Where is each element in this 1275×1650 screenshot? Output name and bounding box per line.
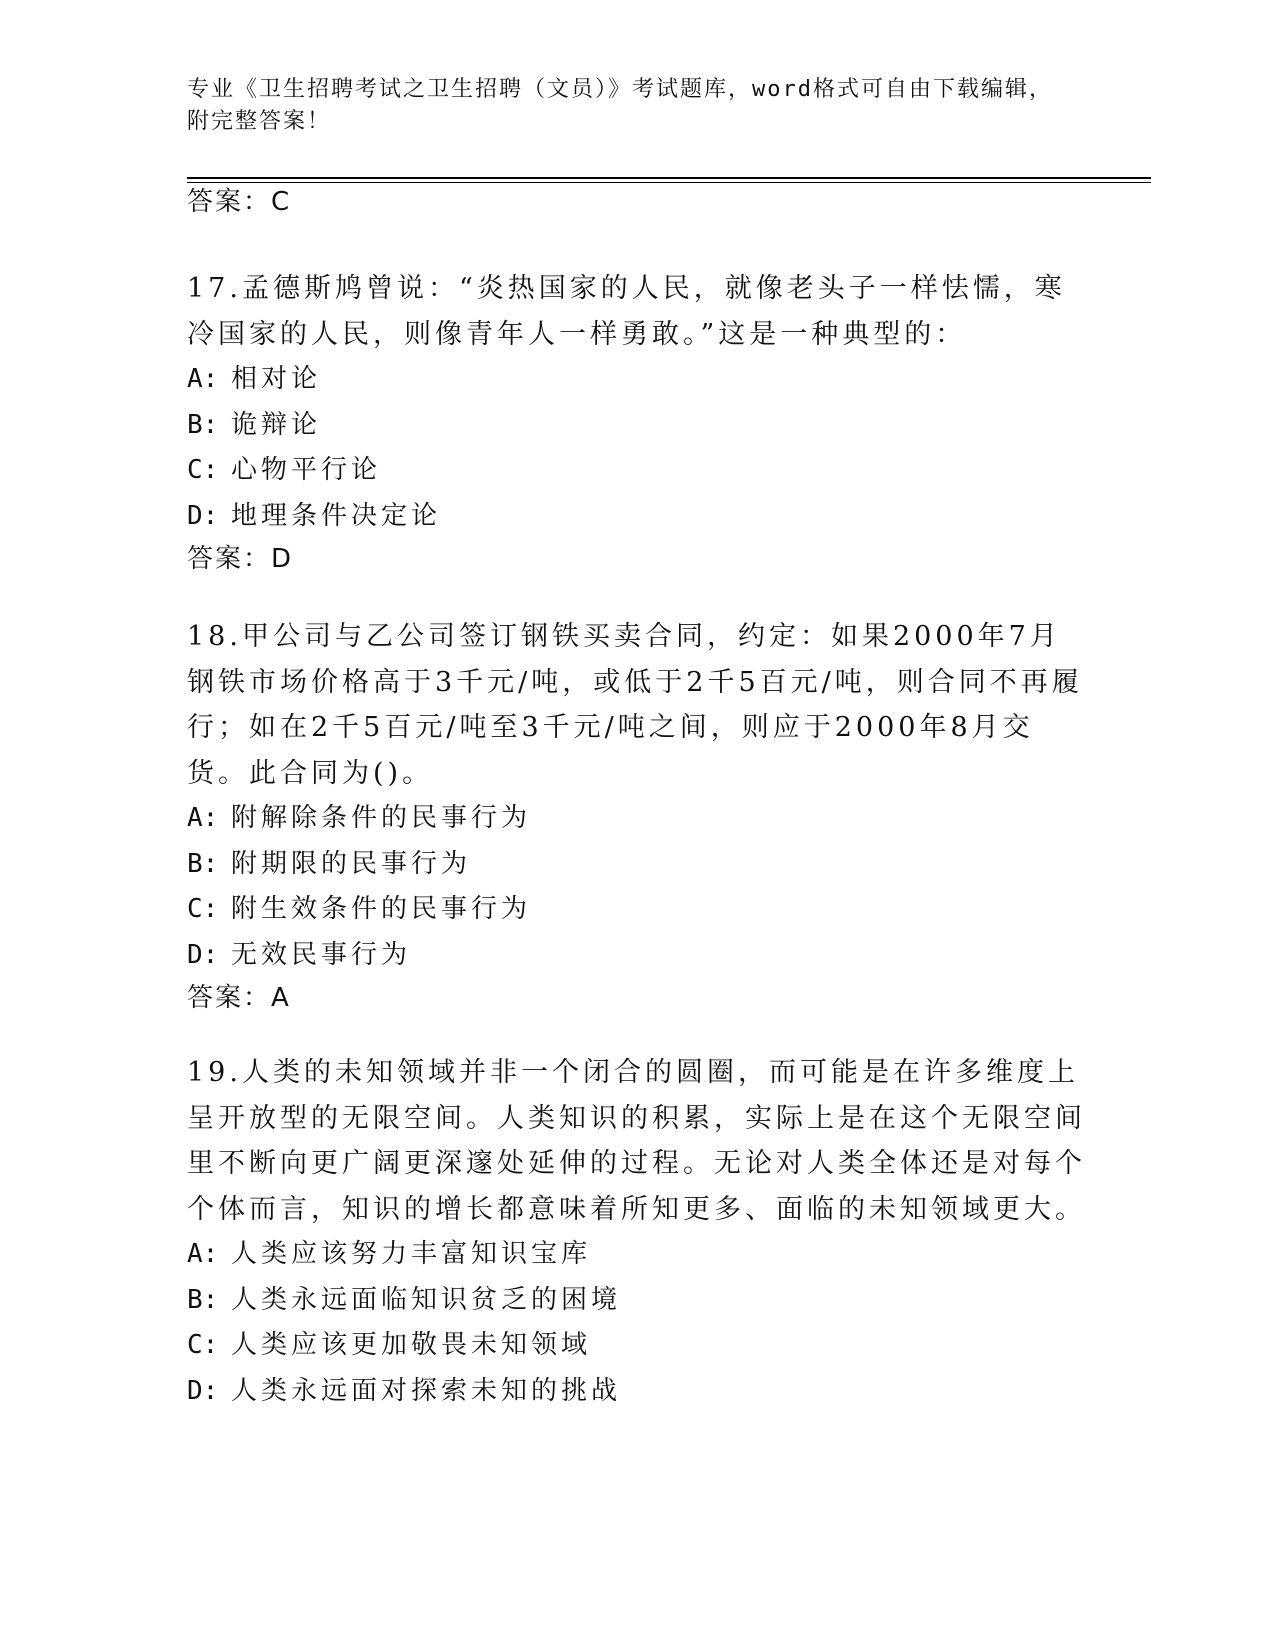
option-b: [187, 403, 1087, 449]
option-key: A:: [187, 1239, 219, 1269]
option-key: B:: [187, 409, 219, 440]
option-key: A:: [187, 364, 219, 394]
option-text: 人类应该更加敬畏未知领域: [231, 1330, 592, 1360]
option-c: [187, 1323, 1087, 1369]
option-key: D:: [187, 500, 219, 531]
option-text: 无效民事行为: [231, 939, 412, 970]
question-stem: 19.人类的未知领域并非一个闭合的圆圈，而可能是在许多维度上呈开放型的无限空间。人类知识的积累，实际上是在这个无限空间里不断向更广阔更深邃处延伸的过程。无论对人类全体还是对每个个体而言，知识的增长都意味着所知更多、面临的未知领域更大。: [187, 1057, 1086, 1225]
option-key: D:: [187, 1375, 219, 1406]
option-key: D:: [187, 939, 219, 970]
option-d: [187, 1369, 1087, 1415]
question-stem: 18.甲公司与乙公司签订钢铁买卖合同，约定：如果2000年7月钢铁市场价格高于3千元/吨，或低于2千5百元/吨，则合同不再履行；如在2千5百元/吨至3千元/吨之间，则应于2000年8月交货。此合同为()。: [187, 621, 1083, 789]
answer-line: 答案：C: [187, 187, 292, 217]
question-17: [187, 266, 1087, 579]
option-key: B:: [187, 1284, 219, 1315]
answer-line: 答案：A: [187, 983, 291, 1013]
question-19: [187, 1050, 1087, 1414]
option-text: 附解除条件的民事行为: [231, 803, 532, 833]
page-header: 专业《卫生招聘考试之卫生招聘（文员）》考试题库，word格式可自由下载编辑，附完整答案！: [187, 77, 1053, 134]
option-text: 人类永远面临知识贫乏的困境: [231, 1284, 622, 1315]
option-text: 附生效条件的民事行为: [231, 894, 532, 924]
option-text: 心物平行论: [231, 455, 382, 485]
answer-line: 答案：D: [187, 544, 294, 574]
option-text: 诡辩论: [231, 409, 322, 440]
option-text: 人类应该努力丰富知识宝库: [231, 1239, 592, 1269]
question-stem: 17.孟德斯鸠曾说：“炎热国家的人民，就像老头子一样怯懦，寒冷国家的人民，则像青年人一样勇敢。”这是一种典型的：: [187, 273, 1066, 350]
option-key: A:: [187, 803, 219, 833]
option-b: [187, 1278, 1087, 1324]
option-key: C:: [187, 894, 219, 924]
option-a: [187, 1232, 1087, 1278]
option-a: [187, 357, 1087, 403]
option-d: [187, 933, 1087, 979]
option-text: 人类永远面对探索未知的挑战: [231, 1375, 622, 1406]
option-key: C:: [187, 1330, 219, 1360]
option-text: 地理条件决定论: [231, 500, 442, 531]
option-key: B:: [187, 848, 219, 879]
option-a: [187, 796, 1087, 842]
option-d: [187, 494, 1087, 540]
option-key: C:: [187, 455, 219, 485]
header-divider: [187, 177, 1151, 179]
option-c: [187, 448, 1087, 494]
option-b: [187, 842, 1087, 888]
option-c: [187, 887, 1087, 933]
option-text: 相对论: [231, 364, 322, 394]
option-text: 附期限的民事行为: [231, 848, 472, 879]
question-18: [187, 614, 1087, 1018]
